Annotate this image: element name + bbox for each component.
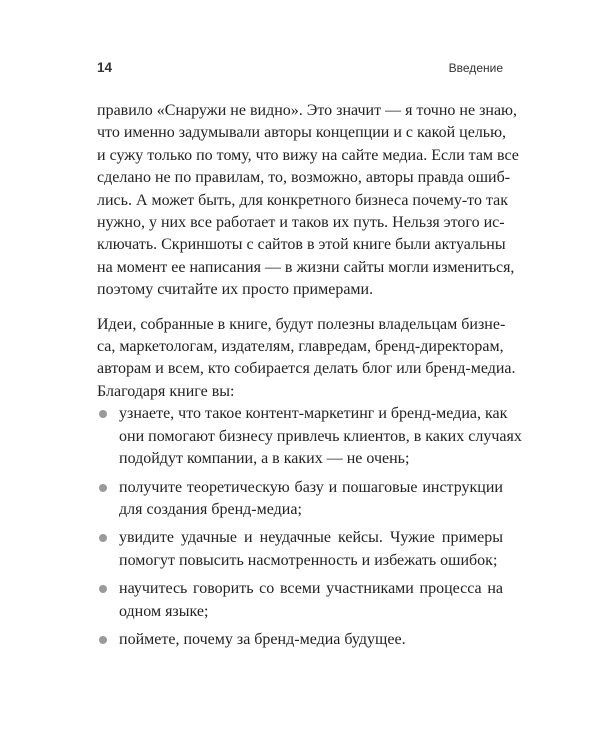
- text-line: узнаете, что такое контент-маркетинг и бренд-медиа, как: [119, 405, 508, 423]
- text-line: одном языке;: [119, 602, 209, 620]
- list-item: [97, 578, 503, 623]
- text-line: нужно, у них все работает и таков их путь. Нельзя этого ис-: [97, 214, 505, 232]
- text-line: сделано не по правилам, то, возможно, авторы правда ошиб-: [97, 169, 511, 187]
- text-line: научитесь говорить со всеми участниками процесса на: [119, 580, 503, 598]
- text-line: поймете, почему за бренд-медиа будущее.: [119, 630, 406, 648]
- bullet-dot-icon: [99, 410, 107, 418]
- text-line: для создания бренд-медиа;: [119, 500, 302, 518]
- paragraph-audience: [97, 314, 516, 404]
- text-line: поэтому считайте их просто примерами.: [97, 281, 374, 299]
- text-line: они помогают бизнесу привлечь клиентов, в каких случаях: [119, 427, 522, 445]
- body-text: [97, 100, 522, 657]
- text-line: и сужу только по тому, что вижу на сайте медиа. Если там все: [97, 146, 519, 164]
- text-line: ключать. Скриншоты с сайтов в этой книге были актуальны: [97, 236, 506, 254]
- text-line: получите теоретическую базу и пошаговые инструкции: [119, 478, 503, 496]
- text-line: Идеи, собранные в книге, будут полезны владельцам бизне-: [97, 315, 506, 333]
- text-line: правило «Снаружи не видно». Это значит — я точно не знаю,: [97, 102, 518, 119]
- benefits-list: [97, 403, 522, 651]
- text-line: авторам и всем, кто собирается делать блог или бренд-медиа.: [97, 360, 516, 378]
- text-line: на момент ее написания — в жизни сайты могли измениться,: [97, 258, 515, 276]
- running-head: [97, 60, 503, 80]
- text-line: лись. А может быть, для конкретного бизнеса почему-то так: [97, 191, 509, 209]
- text-line: подойдут компании, а в каких — не очень;: [119, 450, 410, 468]
- list-item: [97, 403, 522, 470]
- paragraph-disclaimer: [97, 100, 519, 302]
- bullet-dot-icon: [99, 636, 107, 644]
- text-line: что именно задумывали авторы концепции и с какой целью,: [97, 124, 507, 142]
- bullet-dot-icon: [99, 534, 107, 542]
- text-line: помогут повысить насмотренность и избежать ошибок;: [119, 551, 498, 569]
- text-line: са, маркетологам, издателям, главредам, бренд-директорам,: [97, 338, 504, 356]
- paragraph-gap: [97, 302, 503, 314]
- text-line: Благодаря книге вы:: [97, 382, 235, 400]
- list-item: [97, 477, 503, 522]
- bullet-dot-icon: [99, 484, 107, 492]
- list-item: [97, 629, 503, 651]
- page-number: 14: [97, 60, 113, 75]
- bullet-dot-icon: [99, 585, 107, 593]
- section-title: Введение: [448, 61, 503, 75]
- list-item: [97, 527, 503, 572]
- text-line: увидите удачные и неудачные кейсы. Чужие примеры: [119, 529, 503, 547]
